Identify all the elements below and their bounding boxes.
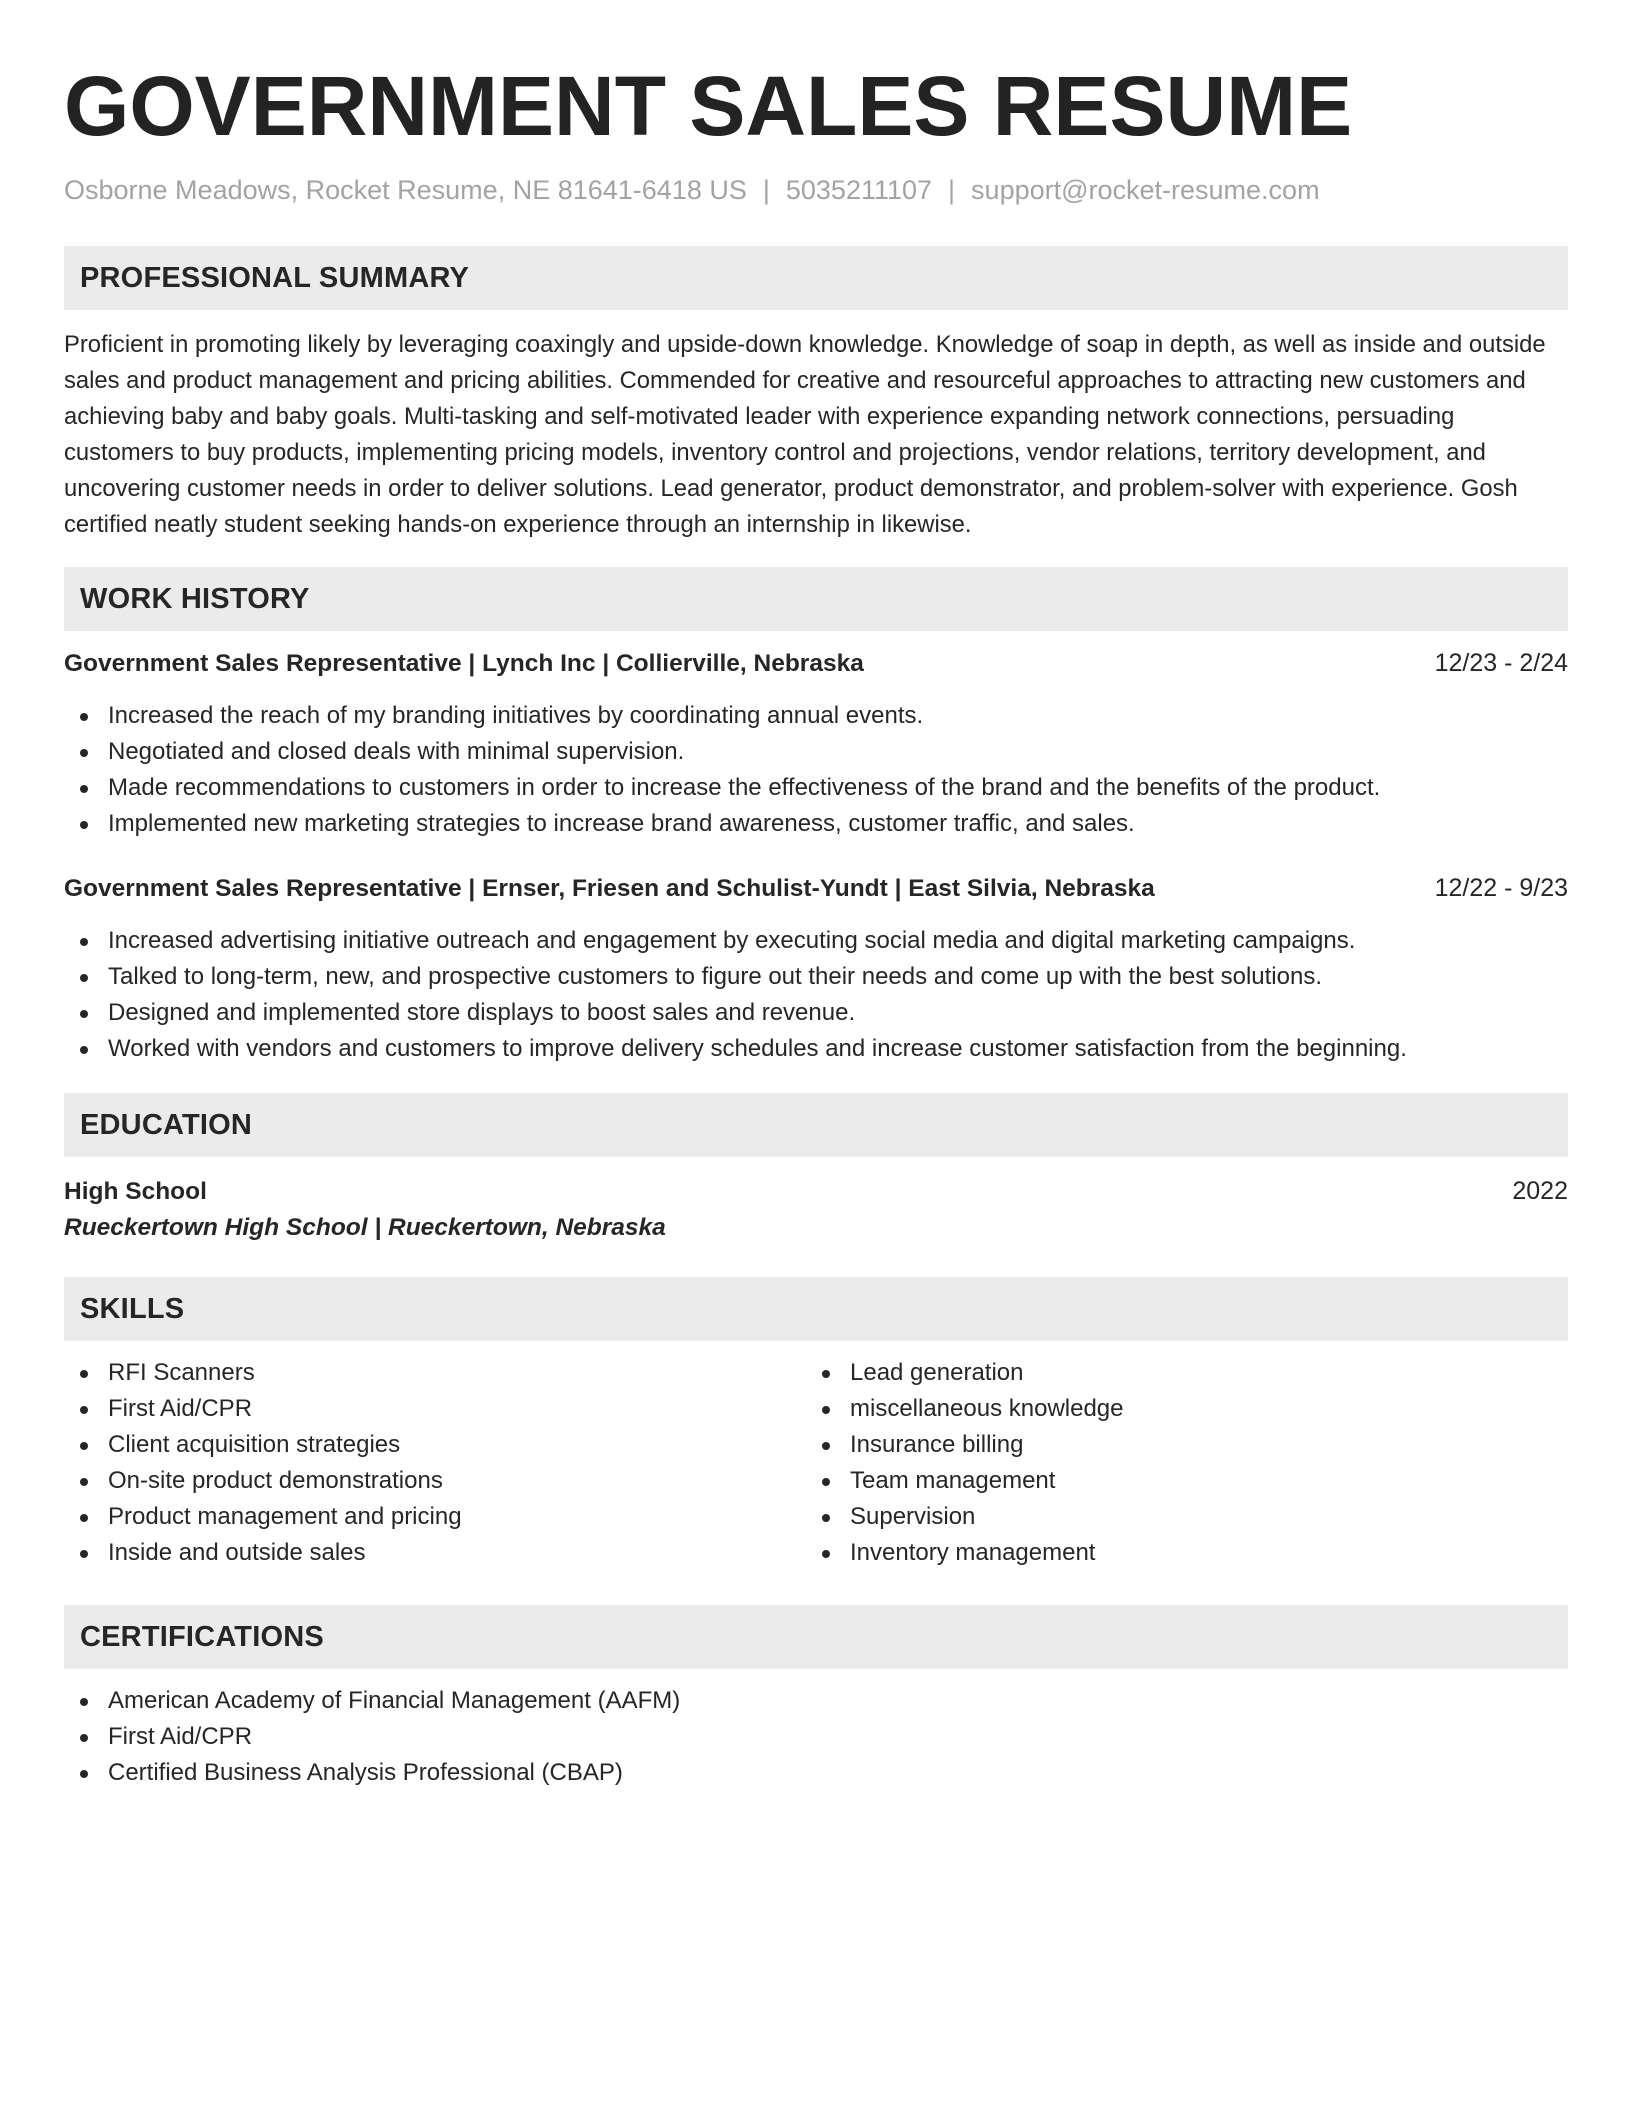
- job-bullet: Designed and implemented store displays to boost sales and revenue.: [64, 995, 1568, 1031]
- summary-heading: PROFESSIONAL SUMMARY: [80, 261, 470, 294]
- skill-item: On-site product demonstrations: [64, 1463, 806, 1499]
- job-bullet: Talked to long-term, new, and prospective customers to figure out their needs and come up with the best solutions.: [64, 959, 1568, 995]
- education-school: Rueckertown High School | Rueckertown, Nebraska: [64, 1214, 666, 1241]
- job-title: Government Sales Representative | Ernser, Friesen and Schulist-Yundt | East Silvia, Nebraska: [64, 875, 1155, 902]
- skill-item: miscellaneous knowledge: [806, 1391, 1548, 1427]
- job-title: Government Sales Representative | Lynch Inc | Collierville, Nebraska: [64, 650, 864, 677]
- education-year: 2022: [1512, 1177, 1568, 1205]
- resume-page: [64, 56, 1568, 1791]
- skills-grid: [64, 1355, 1568, 1571]
- work-heading: WORK HISTORY: [80, 582, 310, 615]
- contact-separator: |: [948, 175, 956, 205]
- job-bullet: Increased advertising initiative outreach and engagement by executing social media and digital marketing campaigns.: [64, 923, 1568, 959]
- job-entry: [64, 870, 1568, 1067]
- education-degree: High School: [64, 1178, 207, 1205]
- skills-list-left: [64, 1355, 806, 1571]
- certification-item: American Academy of Financial Management (AAFM): [64, 1683, 1568, 1719]
- job-dates: 12/22 - 9/23: [1434, 874, 1568, 902]
- skills-section-header: [64, 1277, 1568, 1341]
- job-bullet: Increased the reach of my branding initiatives by coordinating annual events.: [64, 698, 1568, 734]
- job-bullet: Worked with vendors and customers to improve delivery schedules and increase customer satisfaction from the beginning.: [64, 1031, 1568, 1067]
- contact-address: Osborne Meadows, Rocket Resume, NE 81641-6418 US: [64, 175, 747, 205]
- job-entry: [64, 645, 1568, 842]
- contact-phone: 5035211107: [785, 175, 933, 205]
- certification-item: First Aid/CPR: [64, 1719, 1568, 1755]
- skill-item: Insurance billing: [806, 1427, 1548, 1463]
- skill-item: Supervision: [806, 1499, 1548, 1535]
- contact-separator: |: [762, 175, 770, 205]
- job-header: [64, 870, 1568, 907]
- skills-list-right: [806, 1355, 1548, 1571]
- skills-heading: SKILLS: [80, 1292, 185, 1325]
- skill-item: Team management: [806, 1463, 1548, 1499]
- skill-item: RFI Scanners: [64, 1355, 806, 1391]
- job-header: [64, 645, 1568, 682]
- education-entry: [64, 1173, 1568, 1246]
- job-bullet: Negotiated and closed deals with minimal supervision.: [64, 734, 1568, 770]
- job-bullet: Implemented new marketing strategies to increase brand awareness, customer traffic, and sales.: [64, 806, 1568, 842]
- contact-email: support@rocket-resume.com: [971, 175, 1320, 205]
- education-header: [64, 1173, 1568, 1210]
- skill-item: Inside and outside sales: [64, 1535, 806, 1571]
- skill-item: Client acquisition strategies: [64, 1427, 806, 1463]
- job-bullets: [64, 923, 1568, 1067]
- education-section-header: [64, 1093, 1568, 1157]
- certifications-list: [64, 1683, 1568, 1791]
- summary-section-header: [64, 246, 1568, 310]
- education-heading: EDUCATION: [80, 1108, 253, 1141]
- skill-item: Inventory management: [806, 1535, 1548, 1571]
- job-dates: 12/23 - 2/24: [1434, 649, 1568, 677]
- contact-line: [64, 172, 1568, 208]
- job-bullets: [64, 698, 1568, 842]
- certifications-section-header: [64, 1605, 1568, 1669]
- skill-item: First Aid/CPR: [64, 1391, 806, 1427]
- skill-item: Product management and pricing: [64, 1499, 806, 1535]
- skill-item: Lead generation: [806, 1355, 1548, 1391]
- resume-title: GOVERNMENT SALES RESUME: [64, 59, 1353, 153]
- job-bullet: Made recommendations to customers in order to increase the effectiveness of the brand and the benefits of the product.: [64, 770, 1568, 806]
- certification-item: Certified Business Analysis Professional (CBAP): [64, 1755, 1568, 1791]
- certifications-heading: CERTIFICATIONS: [80, 1620, 324, 1653]
- summary-text: Proficient in promoting likely by leveraging coaxingly and upside-down knowledge. Knowledge of soap in depth, as well as inside and outside sales and product management and pricing abilities. Commended for creative and resourceful approaches to attracting new customers and achieving baby and baby goals. Multi-tasking and self-motivated leader with experience expanding network connections, persuading customers to buy products, implementing pricing models, inventory control and projections, vendor relations, territory development, and uncovering customer needs in order to deliver solutions. Lead generator, product demonstrator, and problem-solver with experience. Gosh certified neatly student seeking hands-on experience through an internship in likewise.: [64, 331, 1546, 538]
- work-section-header: [64, 567, 1568, 631]
